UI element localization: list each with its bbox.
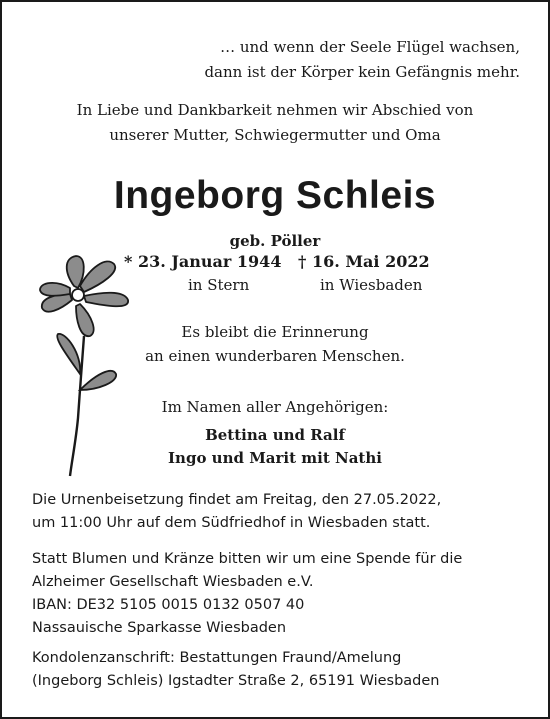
poem-line-1: … und wenn der Seele Flügel wachsen, (220, 38, 520, 56)
birth-place: in Stern (188, 276, 250, 294)
funeral-info (32, 489, 526, 535)
memory-text (2, 320, 548, 368)
funeral-line-1: Die Urnenbeisetzung findet am Freitag, den 27.05.2022, (32, 492, 442, 508)
family-intro: Im Namen aller Angehörigen: (161, 398, 389, 416)
death-date: † 16. Mai 2022 (298, 252, 430, 271)
family-names (2, 424, 548, 470)
donation-line-1: Statt Blumen und Kränze bitten wir um eine Spende für die (32, 551, 463, 567)
memory-line-2: an einen wunderbaren Menschen. (145, 347, 405, 365)
funeral-line-2: um 11:00 Uhr auf dem Südfriedhof in Wiesbaden statt. (32, 515, 431, 531)
death-place: in Wiesbaden (320, 276, 423, 294)
condolence-line-1: Kondolenzanschrift: Bestattungen Fraund/Amelung (32, 650, 402, 666)
poem (204, 35, 520, 85)
family-line-1: Bettina und Ralf (205, 426, 345, 444)
memory-line-1: Es bleibt die Erinnerung (181, 323, 369, 341)
donation-line-2: Alzheimer Gesellschaft Wiesbaden e.V. (32, 574, 314, 590)
condolence-line-2: (Ingeborg Schleis) Igstadter Straße 2, 65191 Wiesbaden (32, 673, 440, 689)
birth-date: * 23. Januar 1944 (124, 252, 282, 271)
donation-info (32, 548, 526, 640)
donation-iban: IBAN: DE32 5105 0015 0132 0507 40 (32, 597, 305, 613)
poem-line-2: dann ist der Körper kein Gefängnis mehr. (204, 63, 520, 81)
intro-line-2: unserer Mutter, Schwiegermutter und Oma (109, 126, 441, 144)
family-line-2: Ingo und Marit mit Nathi (168, 449, 382, 467)
farewell-intro (2, 98, 548, 148)
donation-bank: Nassauische Sparkasse Wiesbaden (32, 620, 287, 636)
condolence-address (32, 647, 526, 693)
intro-line-1: In Liebe und Dankbarkeit nehmen wir Abschied von (76, 101, 474, 119)
deceased-name: Ingeborg Schleis (113, 174, 437, 217)
maiden-name: geb. Pöller (229, 232, 321, 250)
